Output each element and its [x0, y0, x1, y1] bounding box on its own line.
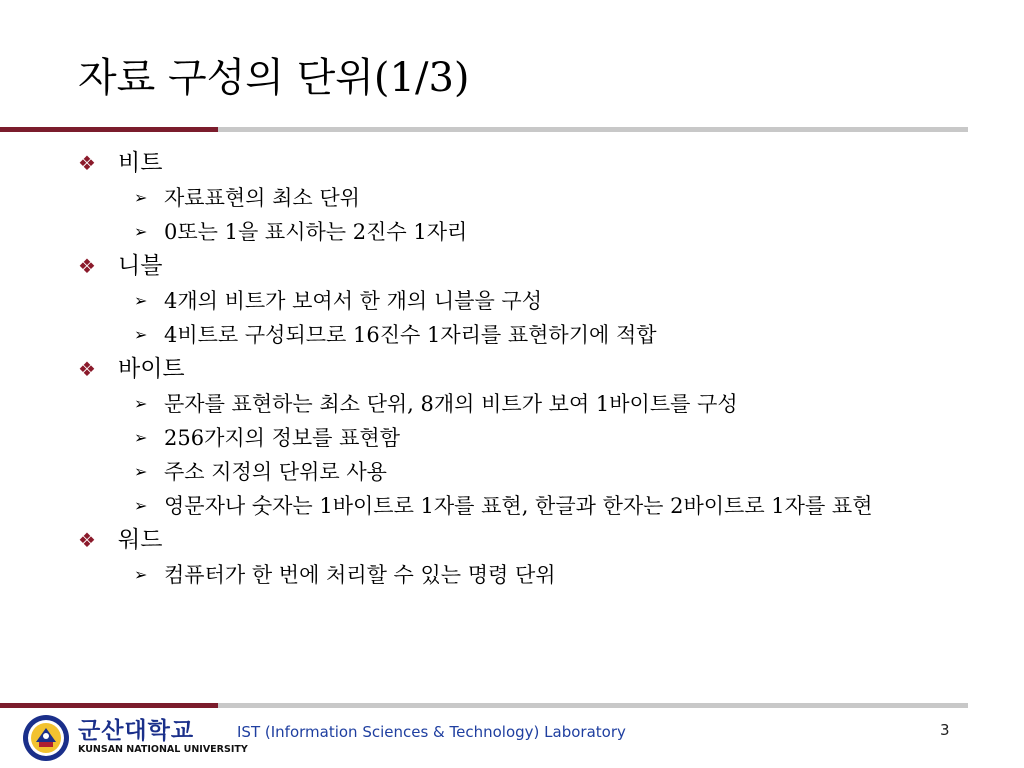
sub-bullet-item [78, 491, 948, 521]
sub-bullet-item [78, 423, 948, 453]
logo-english-name: KUNSAN NATIONAL UNIVERSITY [78, 744, 248, 755]
page-number: 3 [940, 721, 950, 739]
logo-korean-name: 군산대학교 [78, 718, 195, 744]
bullet-item [78, 525, 948, 556]
bullet-label: 니블 [118, 253, 163, 279]
diamond-quad-icon: ❖ [78, 151, 96, 175]
arrowhead-icon: ➢ [134, 394, 148, 413]
arrowhead-icon: ➢ [134, 428, 148, 447]
diamond-quad-icon: ❖ [78, 528, 96, 552]
arrowhead-icon: ➢ [134, 462, 148, 481]
sub-bullet-item [78, 286, 948, 316]
slide-title: 자료 구성의 단위(1/3) [78, 55, 470, 101]
sub-bullet-item [78, 320, 948, 350]
sub-bullet-text: 4개의 비트가 보여서 한 개의 니블을 구성 [164, 289, 542, 313]
bullet-item [78, 148, 948, 179]
bullet-item [78, 354, 948, 385]
diamond-quad-icon: ❖ [78, 357, 96, 381]
sub-bullet-text: 0또는 1을 표시하는 2진수 1자리 [164, 220, 468, 244]
sub-bullet-text: 주소 지정의 단위로 사용 [164, 460, 387, 484]
title-divider [0, 127, 968, 132]
arrowhead-icon: ➢ [134, 291, 148, 310]
slide-content [78, 144, 948, 590]
university-seal-icon [22, 714, 70, 762]
sub-bullet-item [78, 457, 948, 487]
bullet-label: 워드 [118, 527, 163, 553]
sub-bullet-text: 영문자나 숫자는 1바이트로 1자를 표현, 한글과 한자는 2바이트로 1자를 표현 [164, 494, 873, 518]
bullet-label: 바이트 [118, 356, 185, 382]
sub-bullet-text: 문자를 표현하는 최소 단위, 8개의 비트가 보여 1바이트를 구성 [164, 392, 738, 416]
diamond-quad-icon: ❖ [78, 254, 96, 278]
bullet-item [78, 251, 948, 282]
university-logo [22, 714, 248, 762]
sub-bullet-item [78, 560, 948, 590]
sub-bullet-text: 256가지의 정보를 표현함 [164, 426, 401, 450]
arrowhead-icon: ➢ [134, 222, 148, 241]
sub-bullet-text: 4비트로 구성되므로 16진수 1자리를 표현하기에 적합 [164, 323, 657, 347]
arrowhead-icon: ➢ [134, 565, 148, 584]
sub-bullet-item [78, 183, 948, 213]
footer-divider [0, 703, 968, 708]
lab-name: IST (Information Sciences & Technology) Laboratory [237, 723, 626, 741]
arrowhead-icon: ➢ [134, 325, 148, 344]
sub-bullet-item [78, 217, 948, 247]
arrowhead-icon: ➢ [134, 496, 148, 515]
arrowhead-icon: ➢ [134, 188, 148, 207]
sub-bullet-item [78, 389, 948, 419]
bullet-label: 비트 [118, 150, 163, 176]
sub-bullet-text: 컴퓨터가 한 번에 처리할 수 있는 명령 단위 [164, 563, 556, 587]
sub-bullet-text: 자료표현의 최소 단위 [164, 186, 360, 210]
